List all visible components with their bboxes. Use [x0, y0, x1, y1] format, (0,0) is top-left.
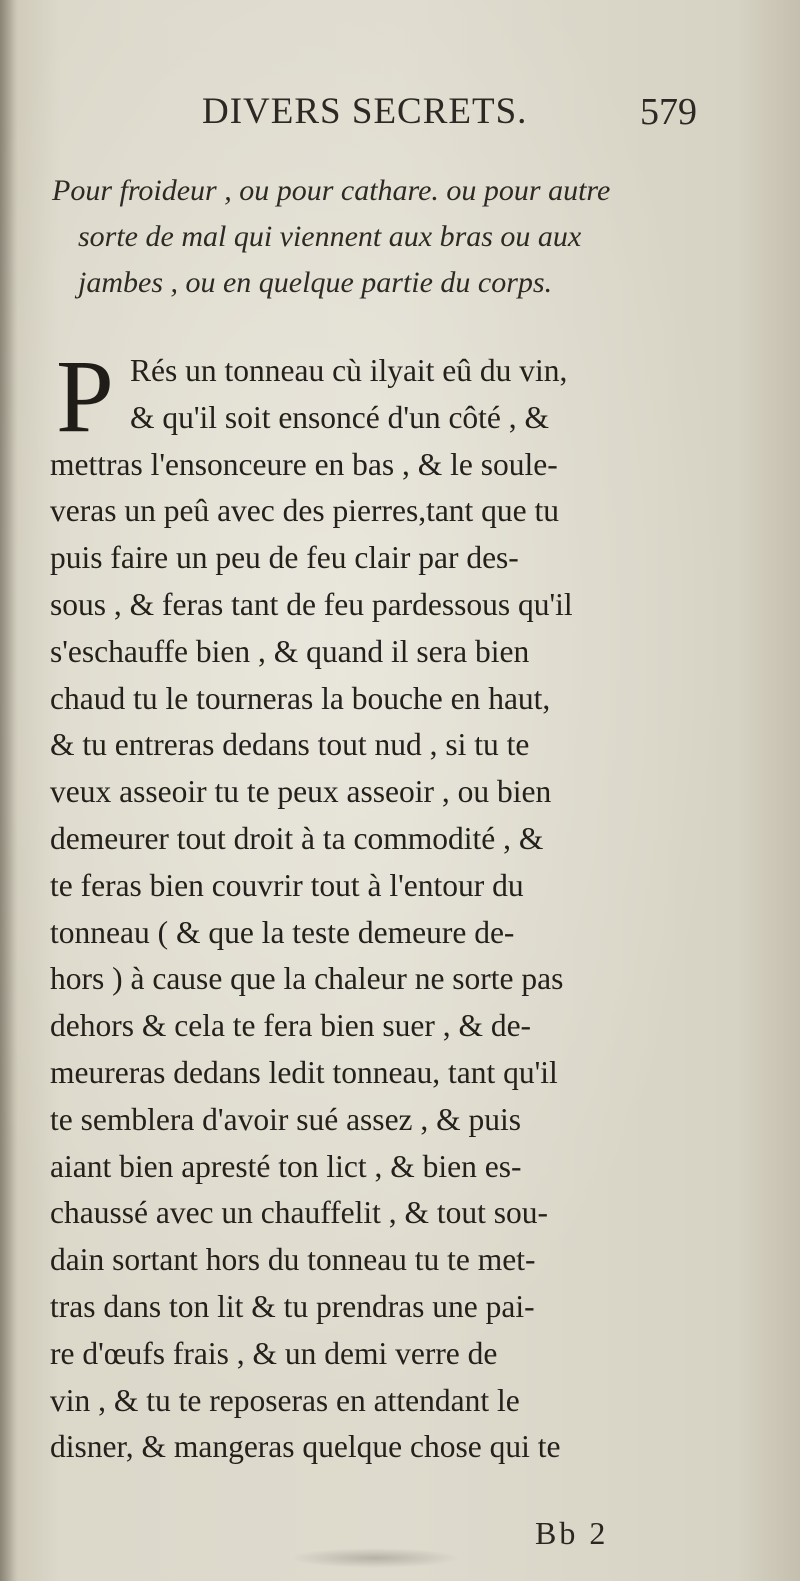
gutter-shadow — [0, 0, 18, 1581]
body-line: aiant bien apresté ton lict , & bien es- — [50, 1148, 522, 1184]
body-line: chaussé avec un chauffelit , & tout sou- — [50, 1195, 549, 1231]
body-line: sous , & feras tant de feu pardessous qu'il — [50, 586, 573, 622]
body-line: disner, & mangeras quelque chose qui te — [50, 1429, 561, 1465]
body-line: & qu'il soit ensoncé d'un côté , & — [130, 399, 550, 435]
recipe-title — [52, 168, 752, 306]
body-line: dehors & cela te fera bien suer , & de- — [50, 1008, 532, 1044]
body-line: mettras l'ensonceure en bas , & le soule- — [50, 446, 558, 482]
title-line: jambes , ou en quelque partie du corps. — [78, 266, 553, 299]
body-line: puis faire un peu de feu clair par des- — [50, 540, 519, 576]
body-line: veras un peû avec des pierres,tant que tu — [50, 493, 560, 529]
body-line: hors ) à cause que la chaleur ne sorte pas — [50, 961, 564, 997]
body-line: demeurer tout droit à ta commodité , & — [50, 820, 544, 856]
running-head: DIVERS SECRETS. — [202, 91, 528, 132]
body-line: te semblera d'avoir sué assez , & puis — [50, 1101, 522, 1137]
drop-cap: P — [56, 339, 114, 454]
title-line: Pour froideur , ou pour cathare. ou pour autre — [52, 174, 611, 207]
body-line: tonneau ( & que la teste demeure de- — [50, 914, 515, 950]
recipe-body — [50, 339, 740, 1471]
page-header — [0, 90, 800, 150]
title-line: sorte de mal qui viennent aux bras ou aux — [78, 220, 582, 253]
body-line: dain sortant hors du tonneau tu te met- — [50, 1242, 536, 1278]
body-line: s'eschauffe bien , & quand il sera bien — [50, 633, 530, 669]
body-line: te feras bien couvrir tout à l'entour du — [50, 867, 524, 903]
body-line: tras dans ton lit & tu prendras une pai- — [50, 1288, 535, 1324]
body-line: re d'œufs frais , & un demi verre de — [50, 1335, 498, 1371]
body-line: veux asseoir tu te peux asseoir , ou bien — [50, 774, 552, 810]
ink-smudge — [290, 1548, 460, 1568]
signature-mark: Bb 2 — [535, 1515, 609, 1551]
body-line: chaud tu le tourneras la bouche en haut, — [50, 680, 551, 716]
body-line: & tu entreras dedans tout nud , si tu te — [50, 727, 530, 763]
body-line: vin , & tu te reposeras en attendant le — [50, 1382, 520, 1418]
page-number: 579 — [640, 91, 697, 133]
body-line: Rés un tonneau cù ilyait eû du vin, — [130, 353, 568, 388]
body-line: meureras dedans ledit tonneau, tant qu'il — [50, 1054, 558, 1090]
